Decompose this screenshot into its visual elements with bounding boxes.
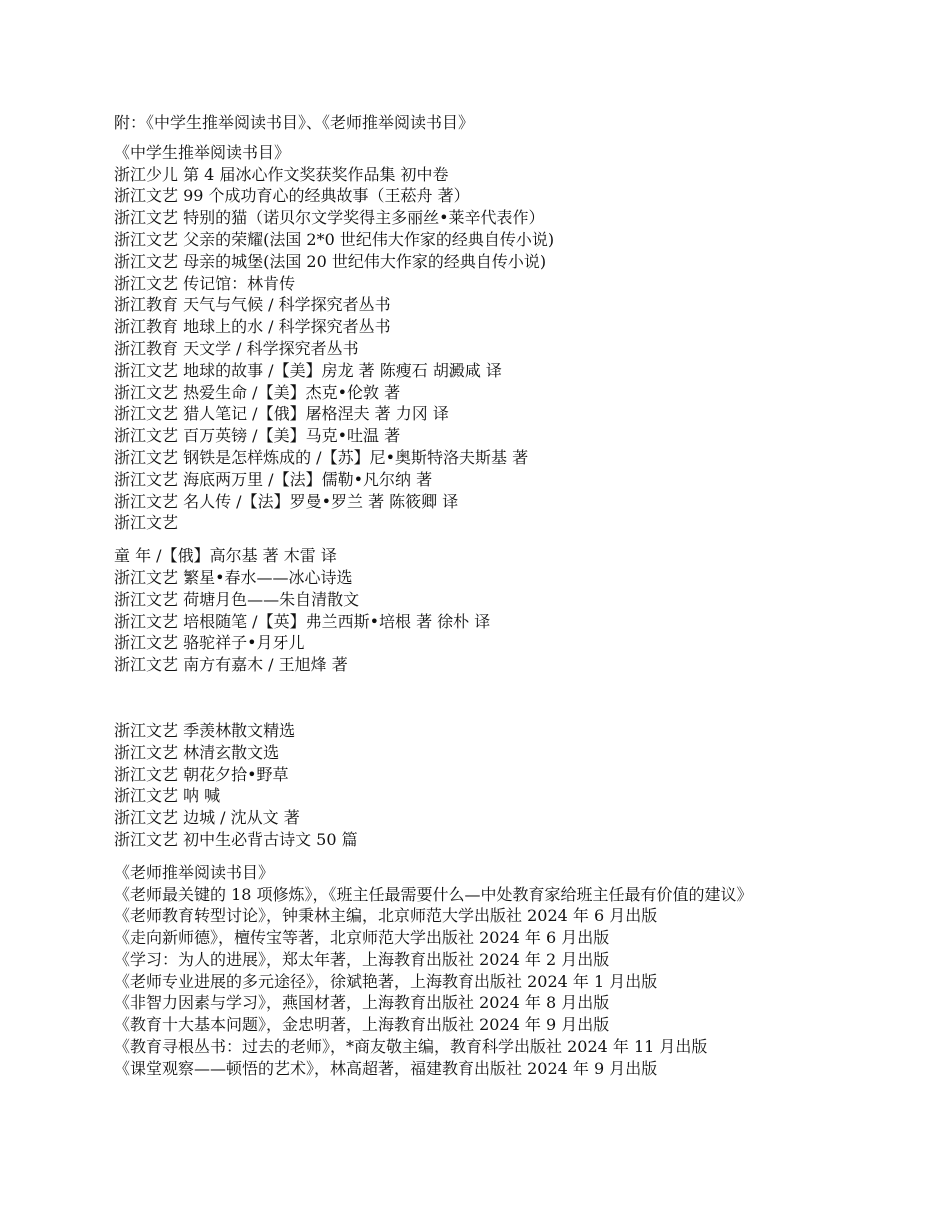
- teacher-book-line: 《教育十大基本问题》，金忠明著，上海教育出版社 2024 年 9 月出版: [114, 1015, 610, 1035]
- student-group-1: [114, 164, 844, 535]
- intro-line: 附：《中学生推举阅读书目》、《老师推举阅读书目》: [114, 113, 475, 132]
- book-line: 浙江少儿 第 4 届冰心作文奖获奖作品集 初中卷: [114, 164, 449, 184]
- teacher-section-title: 《老师推举阅读书目》: [114, 862, 275, 882]
- teacher-section: [114, 862, 844, 1080]
- book-line: 浙江文艺 荷塘月色——朱自清散文: [114, 589, 360, 609]
- student-group-2: [114, 545, 844, 676]
- book-line: 浙江文艺 林清玄散文选: [114, 742, 280, 762]
- book-line: 浙江文艺 培根随笔 /【英】弗兰西斯•培根 著 徐朴 译: [114, 611, 491, 631]
- book-line: 浙江文艺 百万英镑 /【美】马克•吐温 著: [114, 426, 401, 446]
- student-group-3: [114, 720, 844, 851]
- book-line: 浙江文艺 海底两万里 /【法】儒勒•凡尔纳 著: [114, 469, 433, 489]
- book-line: 浙江文艺 骆驼祥子•月牙儿: [114, 633, 305, 653]
- spacer: [114, 676, 844, 720]
- document-body: [114, 112, 844, 1080]
- book-line: 浙江文艺 热爱生命 /【美】杰克•伦敦 著: [114, 382, 401, 402]
- book-line: 浙江文艺 名人传 /【法】罗曼•罗兰 著 陈筱卿 译: [114, 491, 459, 511]
- spacer: [114, 534, 844, 545]
- spacer: [114, 851, 844, 862]
- book-line: 浙江文艺 父亲的荣耀(法国 2*0 世纪伟大作家的经典自传小说): [114, 229, 555, 249]
- teacher-book-line: 《课堂观察——顿悟的艺术》，林高超著，福建教育出版社 2024 年 9 月出版: [114, 1058, 658, 1078]
- book-line: 浙江文艺 地球的故事 /【美】房龙 著 陈瘦石 胡澱咸 译: [114, 360, 502, 380]
- teacher-book-line: 《非智力因素与学习》，燕国材著，上海教育出版社 2024 年 8 月出版: [114, 993, 610, 1013]
- book-line: 童 年 /【俄】高尔基 著 木雷 译: [114, 546, 337, 566]
- book-line: 浙江文艺 母亲的城堡(法国 20 世纪伟大作家的经典自传小说): [114, 251, 547, 271]
- teacher-book-line: 《教育寻根丛书：过去的老师》，*商友敬主编，教育科学出版社 2024 年 11 月出版: [114, 1037, 708, 1057]
- book-line: 浙江文艺 繁星•春水——冰心诗选: [114, 567, 353, 587]
- book-line: 浙江文艺 传记馆：林肯传: [114, 273, 296, 293]
- book-line: 浙江文艺: [114, 513, 179, 533]
- book-line: 浙江文艺 呐 喊: [114, 786, 221, 806]
- teacher-book-line: 《老师教育转型讨论》，钟秉林主编，北京师范大学出版社 2024 年 6 月出版: [114, 906, 658, 926]
- book-line: 浙江文艺 边城 / 沈从文 著: [114, 808, 300, 828]
- book-line: 浙江教育 地球上的水 / 科学探究者丛书: [114, 317, 391, 337]
- book-line: 浙江文艺 猎人笔记 /【俄】屠格涅夫 著 力冈 译: [114, 404, 449, 424]
- book-line: 浙江文艺 朝花夕拾•野草: [114, 764, 289, 784]
- book-line: 浙江文艺 南方有嘉木 / 王旭烽 著: [114, 655, 348, 675]
- book-line: 浙江文艺 特别的猫（诺贝尔文学奖得主多丽丝•莱辛代表作）: [114, 208, 545, 228]
- student-section-title: 《中学生推举阅读书目》: [114, 142, 291, 162]
- book-line: 浙江文艺 99 个成功育心的经典故事（王菘舟 著）: [114, 186, 470, 206]
- teacher-book-line: 《老师最关键的 18 项修炼》，《班主任最需要什么—中处教育家给班主任最有价值的建议》: [114, 884, 753, 904]
- book-line: 浙江文艺 钢铁是怎样炼成的 /【苏】尼•奥斯特洛夫斯基 著: [114, 447, 529, 467]
- book-line: 浙江文艺 季羡林散文精选: [114, 720, 296, 740]
- book-line: 浙江教育 天文学 / 科学探究者丛书: [114, 338, 359, 358]
- book-line: 浙江教育 天气与气候 / 科学探究者丛书: [114, 295, 391, 315]
- book-line: 浙江文艺 初中生必背古诗文 50 篇: [114, 829, 358, 849]
- teacher-book-line: 《学习：为人的进展》，郑太年著，上海教育出版社 2024 年 2 月出版: [114, 949, 610, 969]
- teacher-book-line: 《老师专业进展的多元途径》，徐斌艳著，上海教育出版社 2024 年 1 月出版: [114, 971, 658, 991]
- teacher-book-line: 《走向新师德》，檀传宝等著，北京师范大学出版社 2024 年 6 月出版: [114, 928, 610, 948]
